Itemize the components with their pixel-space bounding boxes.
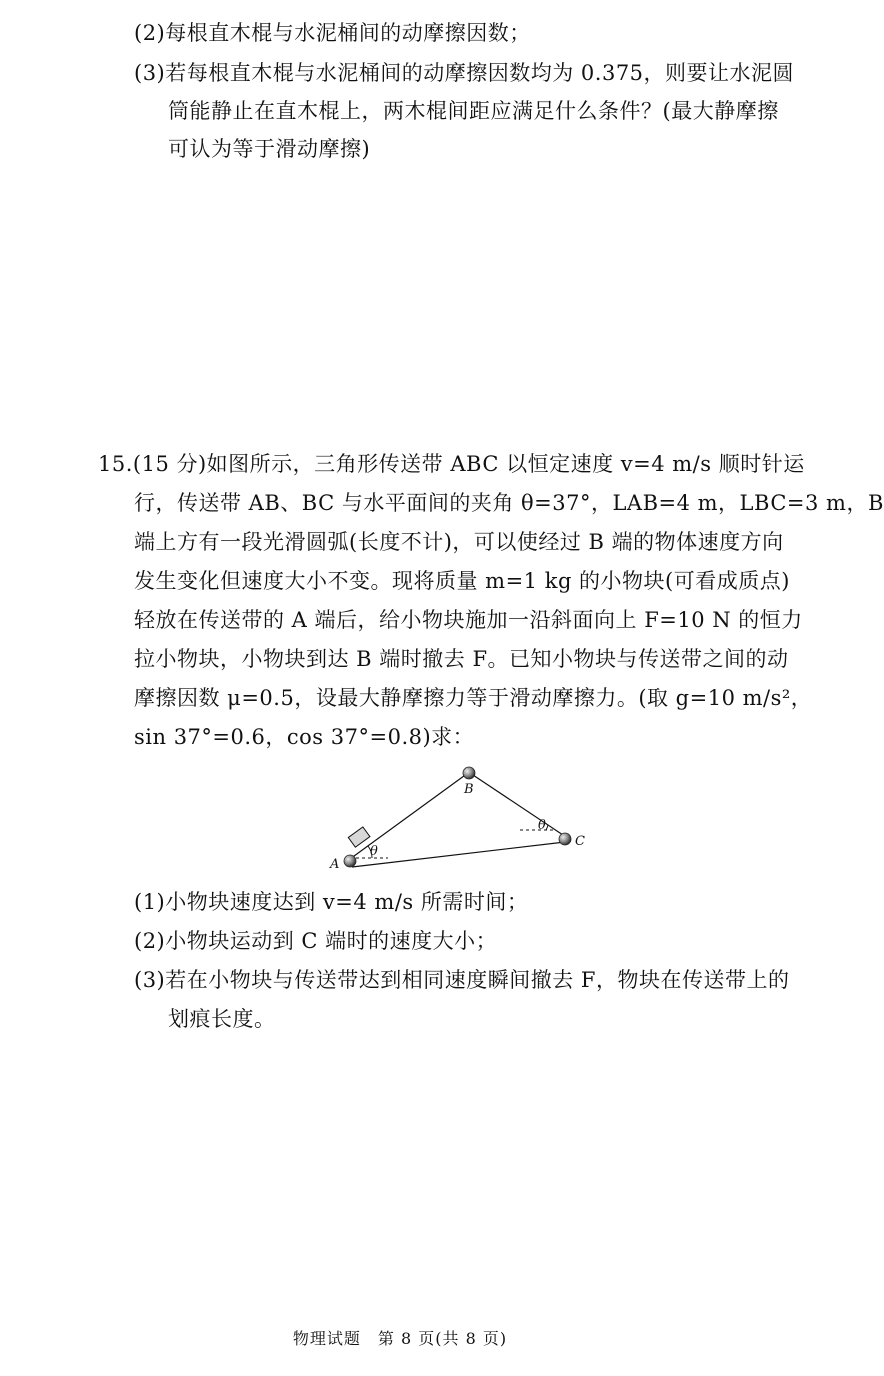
q15-line6: 拉小物块，小物块到达 B 端时撤去 F。已知小物块与传送带之间的动 [134,647,789,671]
roller-a-icon [344,855,356,867]
belt-bc [470,773,566,837]
block-icon [348,827,370,847]
q14-part3-line2: 筒能静止在直木棍上，两木棍间距应满足什么条件？(最大静摩擦 [168,99,779,123]
q15-sub3-line2: 划痕长度。 [168,1007,276,1031]
label-c: C [575,834,585,849]
angle-label-a: θ [370,844,378,859]
angle-label-c: θ [538,818,546,833]
q15-line4: 发生变化但速度大小不变。现将质量 m=1 kg 的小物块(可看成质点) [134,569,790,593]
conveyor-belt-diagram [320,760,600,880]
q15-line3: 端上方有一段光滑圆弧(长度不计)，可以使经过 B 端的物体速度方向 [134,530,784,554]
belt-ab [350,773,468,859]
q14-part2: (2)每根直木棍与水泥桶间的动摩擦因数； [134,21,531,45]
q14-part3-line3: 可认为等于滑动摩擦) [168,137,371,161]
angle-arc-c [546,825,548,830]
belt-ca [352,842,565,867]
roller-b-icon [463,767,475,779]
q15-sub3-line1: (3)若在小物块与传送带达到相同速度瞬间撤去 F，物块在传送带上的 [134,968,790,992]
q15-line2: 行，传送带 AB、BC 与水平面间的夹角 θ=37°，LAB=4 m，LBC=3 m，B [134,491,884,515]
page-footer: 物理试题 第 8 页(共 8 页) [292,1329,508,1348]
q15-line5: 轻放在传送带的 A 端后，给小物块施加一沿斜面向上 F=10 N 的恒力 [134,608,803,632]
q15-line1: 15.(15 分)如图所示，三角形传送带 ABC 以恒定速度 v=4 m/s 顺时针运 [98,452,805,476]
label-b: B [464,782,474,797]
q15-line8: sin 37°=0.6，cos 37°=0.8)求： [134,725,475,749]
label-a: A [330,857,340,872]
q15-sub2: (2)小物块运动到 C 端时的速度大小； [134,929,498,953]
q14-part3-line1: (3)若每根直木棍与水泥桶间的动摩擦因数均为 0.375，则要让水泥圆 [134,61,795,85]
q15-sub1: (1)小物块速度达到 v=4 m/s 所需时间； [134,890,529,914]
roller-c-icon [559,833,571,845]
q15-line7: 摩擦因数 μ=0.5，设最大静摩擦力等于滑动摩擦力。(取 g=10 m/s²， [134,686,813,710]
